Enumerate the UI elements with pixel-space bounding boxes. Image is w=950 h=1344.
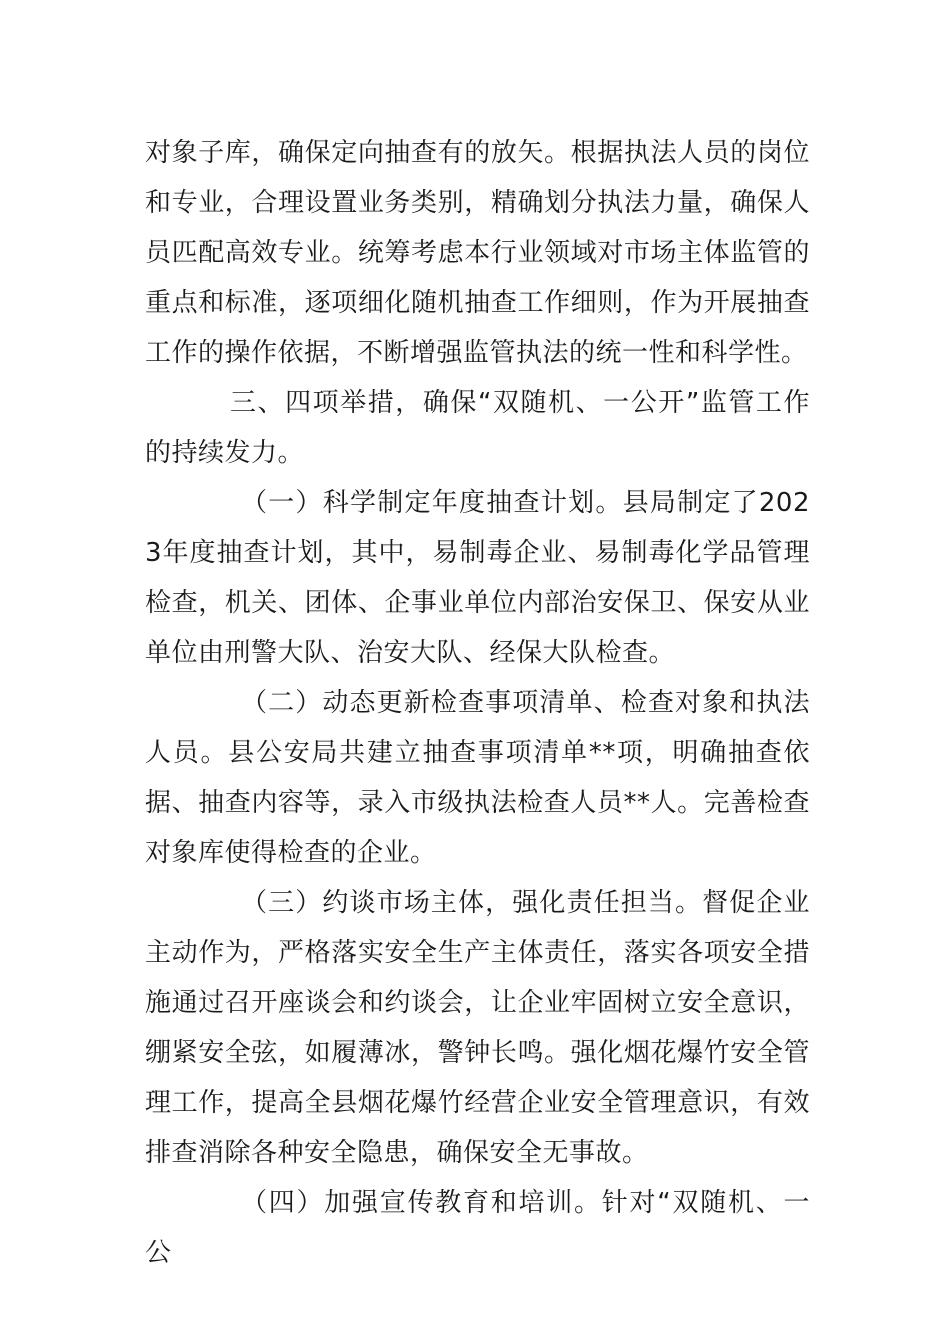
paragraph-item-one: （一）科学制定年度抽查计划。县局制定了2023年度抽查计划，其中，易制毒企业、易制毒化学品管理检查，机关、团体、企事业单位内部治安保卫、保安从业单位由刑警大队、治安大队、经保大队检查。 [145, 488, 810, 668]
paragraph-continuation: 对象子库，确保定向抽查有的放矢。根据执法人员的岗位和专业，合理设置业务类别，精确划分执法力量，确保人员匹配高效专业。统筹考虑本行业领域对市场主体监管的重点和标准，逐项细化随机抽查工作细则，作为开展抽查工作的操作依据，不断增强监管执法的统一性和科学性。 [145, 138, 810, 368]
section-heading-three: 三、四项举措，确保“双随机、一公开”监管工作的持续发力。 [145, 388, 810, 468]
paragraph-item-three: （三）约谈市场主体，强化责任担当。督促企业主动作为，严格落实安全生产主体责任，落实各项安全措施通过召开座谈会和约谈会，让企业牢固树立安全意识，绷紧安全弦，如履薄冰，警钟长鸣。强化烟花爆竹安全管理工作，提高全县烟花爆竹经营企业安全管理意识，有效排查消除各种安全隐患，确保安全无事故。 [145, 888, 810, 1168]
paragraph-item-two: （二）动态更新检查事项清单、检查对象和执法人员。县公安局共建立抽查事项清单**项，明确抽查依据、抽查内容等，录入市级执法检查人员**人。完善检查对象库使得检查的企业。 [145, 688, 810, 868]
paragraph-item-four: （四）加强宣传教育和培训。针对“双随机、一公 [145, 1188, 810, 1268]
document-body [145, 128, 810, 1278]
